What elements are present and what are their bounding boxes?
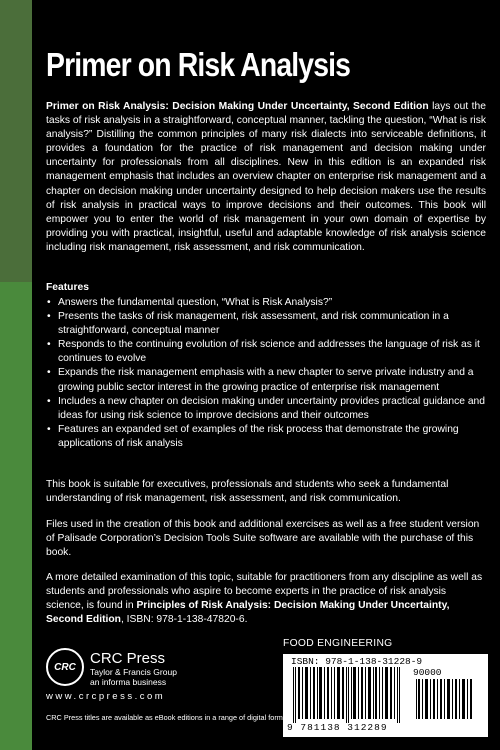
- barcode-digits: 9 781138 312289: [287, 722, 388, 733]
- publisher-name: CRC Press: [90, 650, 166, 667]
- detail-post: , ISBN: 978-1-138-47820-6.: [120, 614, 248, 626]
- audience-paragraph: This book is suitable for executives, professionals and students who seek a fundamental understanding of risk management, risk assessment, and risk communication.: [46, 479, 449, 505]
- detail-bold-title: Principles of Risk Analysis: Decision Making Under Uncertainty, Second Edition: [46, 600, 450, 626]
- feature-item: • Responds to the continuing evolution of risk science and addresses the language of risk as it continues to evolve: [46, 338, 486, 366]
- feature-item: • Answers the fundamental question, “What is Risk Analysis?”: [46, 296, 486, 310]
- feature-item: • Presents the tasks of risk management, risk assessment, and risk communication in a straightforward, conceptual manner: [46, 310, 486, 338]
- book-title: Primer on Risk Analysis: [46, 46, 351, 83]
- publisher-website[interactable]: www.crcpress.com: [46, 691, 166, 702]
- intro-bold-title: Primer on Risk Analysis: Decision Making Under Uncertainty, Second Edition: [46, 101, 429, 112]
- detail-pre: A more detailed examination of this topic, suitable for practitioners from any discipline as well as students and professionals who aspire to become experts in the practice of risk analysis science, is found in: [46, 572, 483, 612]
- barcode-panel: [283, 654, 488, 737]
- barcode-bars: [291, 667, 409, 723]
- price-code: 90000: [413, 667, 442, 678]
- feature-item: • Features an expanded set of examples of the risk process that demonstrate the growing applications of risk analysis: [46, 423, 486, 451]
- features-list: [46, 296, 486, 451]
- spine-stripe-green: [0, 282, 32, 750]
- intro-body: lays out the tasks of risk analysis in a straightforward, conceptual manner, tackling the question, “What is risk analysis?” Distilling the common principles of many risk dialects into serviceable definitions, it provides a foundation for the practice of risk management and decision making under uncertainty for professionals from all disciplines. New in this edition is an expanded risk management emphasis that includes an overview chapter on enterprise risk management and a chapter on decision making under uncertainty designed to help decision makers use the results of risk analysis in practical ways to improve decisions and their outcomes. This book will empower you to enter the world of risk management in your own domain of expertise by providing you with practical, insightful, useful and adaptable knowledge of risk analysis science including risk management, risk assessment, and risk communication.: [46, 101, 486, 253]
- isbn-label: ISBN: 978-1-138-31228-9: [291, 656, 423, 667]
- features-heading: Features: [46, 282, 89, 293]
- ebook-note: CRC Press titles are available as eBook editions in a range of digital formats: [46, 713, 293, 722]
- publisher-group: Taylor & Francis Group: [90, 667, 177, 677]
- spine-stripe-top: [0, 0, 32, 282]
- files-paragraph: Files used in the creation of this book and additional exercises as well as a free student version of Palisade Corporation’s Decision Tools Suite software are available with the purchase of this book.: [46, 519, 480, 559]
- feature-item: • Expands the risk management emphasis with a new chapter to serve private industry and a growing public sector interest in the growing practice of enterprise risk management: [46, 366, 486, 394]
- crc-logo-icon: CRC: [46, 648, 84, 686]
- publisher-tagline: an informa business: [90, 677, 167, 687]
- price-barcode-bars: [415, 679, 475, 719]
- detail-paragraph: [46, 571, 486, 627]
- category-label: FOOD ENGINEERING: [283, 638, 393, 649]
- feature-item: • Includes a new chapter on decision making under uncertainty provides practical guidance and ideas for using risk science to improve decisions and their outcomes: [46, 395, 486, 423]
- intro-paragraph: [46, 100, 486, 255]
